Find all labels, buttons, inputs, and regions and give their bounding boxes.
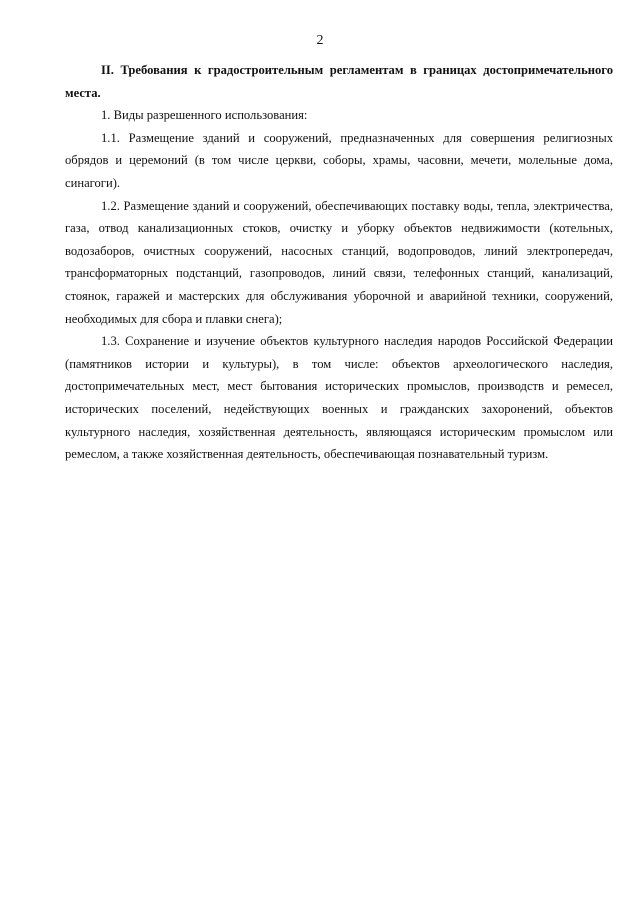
page-number: 2	[316, 33, 324, 48]
list-title: 1. Виды разрешенного использования:	[101, 108, 308, 123]
list-item-1-2: 1.2. Размещение зданий и сооружений, обеспечивающих поставку воды, тепла, электричества, газа, отвод канализационных стоков, очистку и уборку объектов недвижимости (котельных, водозаборов, очистных сооружений, насосных станций, водопроводов, линий электропередач, трансформаторных подстанций, газопроводов, линий связи, телефонных станций, канализаций, стоянок, гаражей и мастерских для обслуживания уборочной и аварийной техники, сооружений, необходимых для сбора и плавки снега);	[65, 198, 613, 326]
section-heading: II. Требования к градостроительным регламентам в границах достопримечательного места.	[65, 63, 613, 100]
list-item-1-3: 1.3. Сохранение и изучение объектов культурного наследия народов Российской Федерации (памятников истории и культуры), в том числе: объектов археологического наследия, достопримечательных мест, мест бытования исторических промыслов, производств и ремесел, исторических поселений, недействующих военных и гражданских захоронений, объектов культурного наследия, хозяйственная деятельность, являющаяся историческим промыслом или ремеслом, а также хозяйственная деятельность, обеспечивающая познавательный туризм.	[65, 334, 613, 462]
document-body	[65, 59, 613, 466]
list-item-1-1: 1.1. Размещение зданий и сооружений, предназначенных для совершения религиозных обрядов и церемоний (в том числе церкви, соборы, храмы, часовни, мечети, молельные дома, синагоги).	[65, 130, 613, 190]
